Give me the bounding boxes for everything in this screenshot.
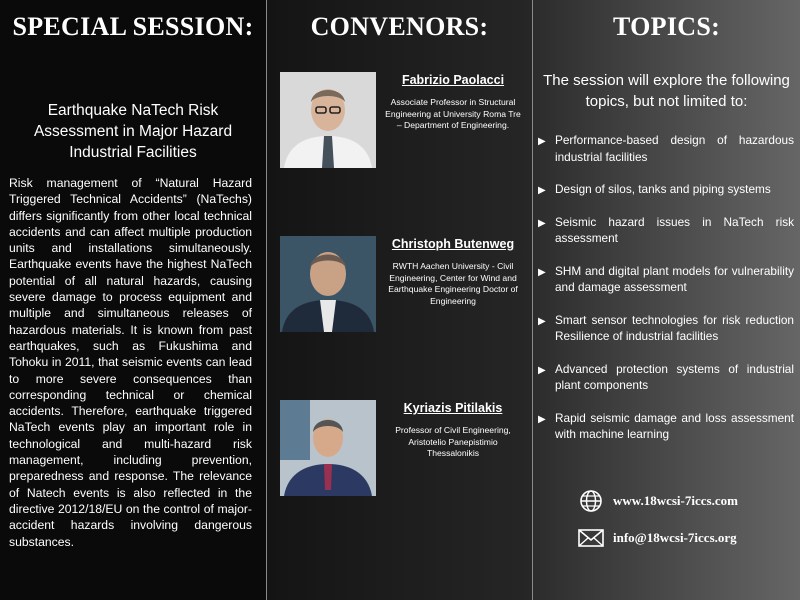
- arrow-icon: ▶: [538, 364, 546, 376]
- topic-item: ▶ SHM and digital plant models for vulnerability and damage assessment: [538, 263, 794, 294]
- convenor-card: [280, 236, 524, 332]
- convenor-photo: [280, 400, 376, 496]
- globe-icon: [577, 489, 605, 513]
- convenor-name: Fabrizio Paolacci: [401, 73, 505, 87]
- topic-item: ▶ Advanced protection systems of industrial plant components: [538, 361, 794, 392]
- topic-item: ▶ Rapid seismic damage and loss assessment with machine learning: [538, 410, 794, 441]
- topics-intro: The session will explore the following topics, but not limited to:: [543, 72, 790, 110]
- topics-heading: TOPICS:: [612, 12, 721, 41]
- arrow-icon: ▶: [538, 413, 546, 425]
- convenor-card: [280, 400, 524, 496]
- convenors-column: [266, 0, 533, 600]
- convenor-name: Kyriazis Pitilakis: [403, 401, 503, 415]
- convenor-photo: [280, 236, 376, 332]
- special-session-heading: SPECIAL SESSION:: [12, 12, 254, 41]
- convenor-card: [280, 72, 524, 168]
- convenor-affiliation: RWTH Aachen University - Civil Engineering, Center for Wind and Earthquake Engineering Doctor of Engineering: [388, 261, 518, 306]
- topic-item: ▶ Seismic hazard issues in NaTech risk assessment: [538, 214, 794, 245]
- session-description: Risk management of “Natural Hazard Triggered Technical Accidents” (NaTechs) differs significantly from other local technical accidents and can affect multiple production units and installations simultaneously. Earthquake events have the highest NaTech potential of all natural hazards, causing severe damage to process equipment and multiple and simultaneous releases of hazardous materials. It is known from past earthquakes, such as Fukushima and Tohoku in 2011, that seismic events can lead to more severe consequences than corresponding technical or chemical accidents. Therefore, earthquake triggered NaTech events play an important role in technological and multi-hazard risk management, including prevention, preparedness and response. The relevance of Natech events is also reflected in the directive 2012/18/EU on the control of major-accident hazards involving dangerous substances.: [9, 176, 252, 549]
- topic-item: ▶ Smart sensor technologies for risk reduction Resilience of industrial facilities: [538, 312, 794, 343]
- special-session-column: [0, 0, 266, 600]
- topic-item: ▶ Design of silos, tanks and piping systems: [537, 181, 794, 198]
- convenor-affiliation: Professor of Civil Engineering, Aristotelio Panepistimio Thessalonikis: [395, 425, 511, 459]
- arrow-icon: ▶: [538, 136, 546, 147]
- email-link[interactable]: info@18wcsi-7iccs.org: [613, 530, 737, 545]
- topics-column: [533, 0, 800, 600]
- arrow-icon: ▶: [538, 266, 546, 278]
- envelope-icon: [577, 526, 605, 550]
- topic-item: ▶ Performance-based design of hazardous industrial facilities: [538, 133, 794, 164]
- convenor-name: Christoph Butenweg: [391, 237, 515, 251]
- convenor-affiliation: Associate Professor in Structural Engineering at University Roma Tre – Department of Engineering.: [385, 97, 521, 131]
- email-contact[interactable]: [577, 526, 737, 550]
- arrow-icon: ▶: [538, 217, 546, 229]
- topics-list: [533, 132, 800, 443]
- convenors-heading: CONVENORS:: [310, 12, 489, 41]
- website-link[interactable]: www.18wcsi-7iccs.com: [613, 493, 738, 508]
- website-contact[interactable]: [577, 489, 738, 513]
- arrow-icon: ▶: [538, 185, 546, 196]
- convenor-photo: [280, 72, 376, 168]
- arrow-icon: ▶: [538, 315, 546, 327]
- session-title: Earthquake NaTech Risk Assessment in Major Hazard Industrial Facilities: [33, 102, 233, 161]
